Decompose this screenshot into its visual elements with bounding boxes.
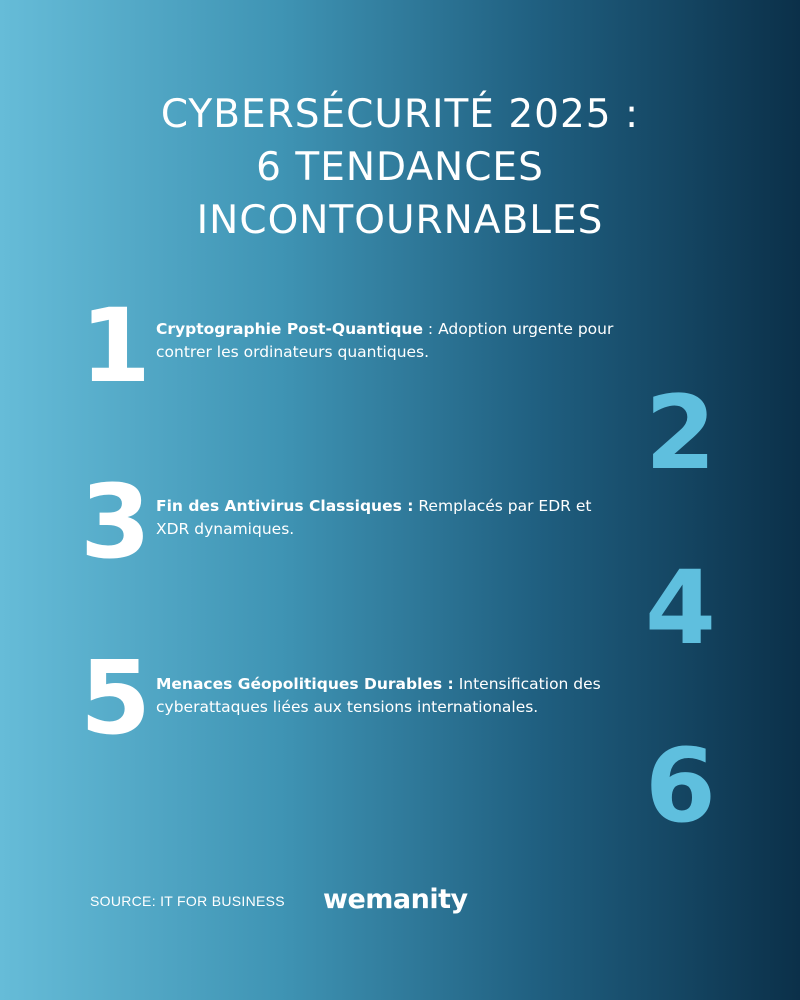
- trend-description-1: Adoption urgente pour contrer les ordinateurs quantiques.: [156, 320, 614, 361]
- brand-logo: wemanity: [323, 884, 468, 915]
- page-title: [0, 88, 800, 247]
- trend-description-5: Intensification des cyberattaques liées aux tensions internationales.: [156, 675, 601, 716]
- trend-heading-3: Fin des Antivirus Classiques :: [156, 497, 414, 515]
- trend-heading-1: Cryptographie Post-Quantique: [156, 320, 423, 338]
- trend-text-1: Cryptographie Post-Quantique : Adoption urgente pour contrer les ordinateurs quantiques.: [156, 320, 614, 361]
- title-line-1: CYBERSÉCURITÉ 2025 :: [160, 92, 640, 137]
- title-line-3: INCONTOURNABLES: [196, 198, 604, 243]
- source-credit: SOURCE: IT FOR BUSINESS: [90, 893, 285, 909]
- trend-number-6: 6: [645, 727, 716, 846]
- trend-description-3: Remplacés par EDR et XDR dynamiques.: [156, 497, 592, 538]
- title-line-2: 6 TENDANCES: [256, 145, 544, 190]
- trend-text-3: [156, 495, 616, 541]
- trend-number-5: 5: [80, 639, 151, 758]
- trend-text-5: [156, 673, 646, 719]
- trend-number-4: 4: [645, 549, 716, 668]
- trend-number-3: 3: [80, 463, 151, 582]
- trend-number-1: 1: [80, 287, 151, 406]
- trend-number-2: 2: [645, 374, 716, 493]
- trend-heading-5: Menaces Géopolitiques Durables :: [156, 675, 454, 693]
